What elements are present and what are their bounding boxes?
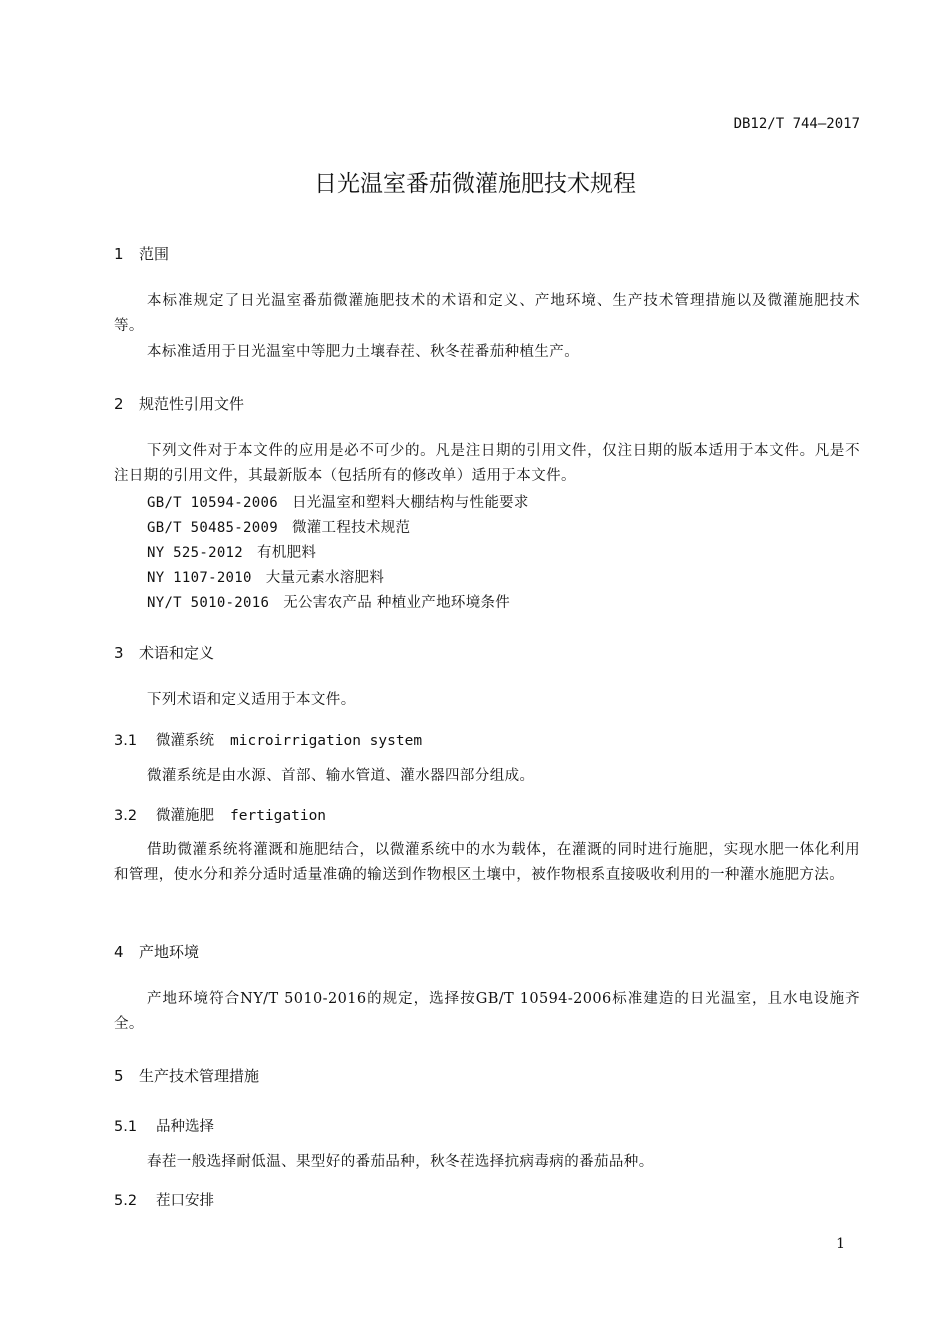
section-title: 产地环境 bbox=[139, 943, 200, 961]
subsection-title: 微灌施肥 bbox=[156, 808, 214, 824]
section-number: 3 bbox=[114, 644, 124, 662]
subsection-title: 微灌系统 bbox=[156, 733, 214, 749]
reference-code: GB/T 10594-2006 bbox=[147, 495, 278, 511]
reference-code: NY 1107-2010 bbox=[147, 570, 252, 586]
paragraph: 本标准规定了日光温室番茄微灌施肥技术的术语和定义、产地环境、生产技术管理措施以及微灌施肥技术等。 bbox=[114, 293, 860, 334]
page-number: 1 bbox=[836, 1236, 845, 1252]
paragraph: 春茬一般选择耐低温、果型好的番茄品种，秋冬茬选择抗病毒病的番茄品种。 bbox=[147, 1154, 654, 1170]
document-code: DB12/T 744—2017 bbox=[733, 116, 860, 132]
reference-name: 无公害农产品 种植业产地环境条件 bbox=[283, 595, 511, 611]
paragraph: 借助微灌系统将灌溉和施肥结合，以微灌系统中的水为载体，在灌溉的同时进行施肥，实现水肥一体化利用和管理，使水分和养分适时适量准确的输送到作物根区土壤中，被作物根系直接吸收利用的一种灌水施肥方法。 bbox=[114, 842, 860, 883]
section-title: 生产技术管理措施 bbox=[139, 1067, 260, 1085]
subsection-heading-3-1 bbox=[114, 729, 422, 750]
subsection-heading-5-1 bbox=[114, 1115, 214, 1136]
reference-item bbox=[147, 566, 384, 587]
reference-name: 有机肥料 bbox=[257, 545, 317, 561]
reference-name: 日光温室和塑料大棚结构与性能要求 bbox=[291, 495, 529, 511]
section-heading-5 bbox=[114, 1065, 259, 1086]
section-title: 范围 bbox=[139, 245, 170, 263]
section-number: 5 bbox=[114, 1067, 124, 1085]
subsection-number: 3.2 bbox=[114, 808, 138, 824]
subsection-number: 3.1 bbox=[114, 733, 138, 749]
reference-name: 微灌工程技术规范 bbox=[291, 520, 411, 536]
subsection-english-term: microirrigation system bbox=[230, 733, 423, 749]
paragraph: 下列文件对于本文件的应用是必不可少的。凡是注日期的引用文件，仅注日期的版本适用于本文件。凡是不注日期的引用文件，其最新版本（包括所有的修改单）适用于本文件。 bbox=[114, 443, 860, 484]
section-heading-3 bbox=[114, 642, 214, 663]
subsection-number: 5.1 bbox=[114, 1119, 138, 1135]
paragraph: 产地环境符合NY/T 5010-2016的规定，选择按GB/T 10594-2006标准建造的日光温室，且水电设施齐全。 bbox=[114, 991, 860, 1032]
subsection-heading-3-2 bbox=[114, 804, 326, 825]
paragraph: 下列术语和定义适用于本文件。 bbox=[147, 692, 356, 708]
paragraph: 本标准适用于日光温室中等肥力土壤春茬、秋冬茬番茄种植生产。 bbox=[147, 344, 580, 360]
reference-item bbox=[147, 516, 410, 537]
subsection-title: 茬口安排 bbox=[156, 1193, 214, 1209]
reference-code: NY/T 5010-2016 bbox=[147, 595, 270, 611]
subsection-heading-5-2 bbox=[114, 1189, 214, 1210]
reference-item bbox=[147, 541, 316, 562]
section-heading-4 bbox=[114, 941, 199, 962]
page-title: 日光温室番茄微灌施肥技术规程 bbox=[314, 171, 636, 197]
section-number: 4 bbox=[114, 943, 124, 961]
section-title: 规范性引用文件 bbox=[139, 395, 245, 413]
subsection-english-term: fertigation bbox=[230, 808, 327, 824]
reference-code: NY 525-2012 bbox=[147, 545, 244, 561]
section-number: 1 bbox=[114, 245, 124, 263]
section-heading-1 bbox=[114, 243, 169, 264]
reference-name: 大量元素水溶肥料 bbox=[265, 570, 385, 586]
reference-item bbox=[147, 491, 529, 512]
subsection-number: 5.2 bbox=[114, 1193, 138, 1209]
paragraph: 微灌系统是由水源、首部、输水管道、灌水器四部分组成。 bbox=[147, 768, 535, 784]
section-heading-2 bbox=[114, 393, 244, 414]
reference-code: GB/T 50485-2009 bbox=[147, 520, 278, 536]
reference-item bbox=[147, 591, 510, 612]
section-number: 2 bbox=[114, 395, 124, 413]
subsection-title: 品种选择 bbox=[156, 1119, 214, 1135]
section-title: 术语和定义 bbox=[139, 644, 215, 662]
